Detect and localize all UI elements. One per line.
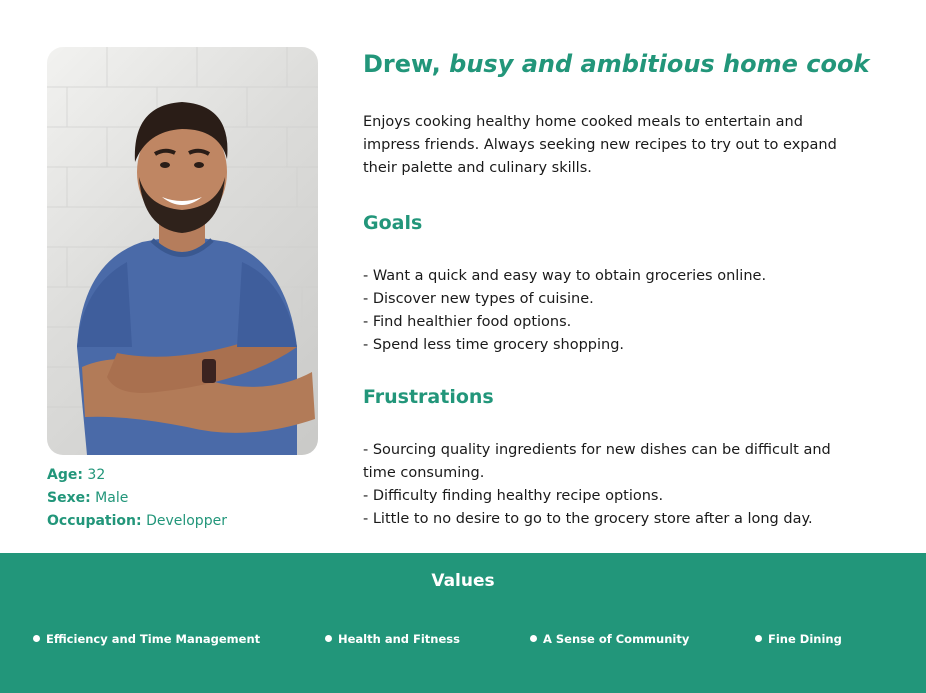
goals-list xyxy=(363,265,863,357)
bullet-icon xyxy=(33,635,40,642)
persona-tagline: busy and ambitious home cook xyxy=(449,50,870,78)
value-item xyxy=(325,632,460,646)
bullet-icon xyxy=(325,635,332,642)
list-item: - Spend less time grocery shopping. xyxy=(363,337,625,353)
list-item: - Little to no desire to go to the grocery store after a long day. xyxy=(363,511,813,527)
bullet-icon xyxy=(755,635,762,642)
value-item xyxy=(755,632,842,646)
value-item xyxy=(530,632,689,646)
value-label: A Sense of Community xyxy=(543,632,690,646)
frustrations-list xyxy=(363,439,863,531)
values-band xyxy=(0,553,926,693)
list-item: - Difficulty finding healthy recipe options. xyxy=(363,488,664,504)
detail-age xyxy=(47,464,227,487)
detail-label: Age: xyxy=(47,467,83,483)
detail-value: 32 xyxy=(87,467,106,483)
persona-title xyxy=(363,46,869,82)
value-label: Fine Dining xyxy=(768,632,842,646)
detail-value: Male xyxy=(95,490,129,506)
detail-value: Developper xyxy=(146,513,227,529)
bullet-icon xyxy=(530,635,537,642)
detail-occupation xyxy=(47,510,227,533)
persona-intro: Enjoys cooking healthy home cooked meals to entertain and impress friends. Always seeking new recipes to try out to expand their palette and culinary skills. xyxy=(363,114,837,176)
value-item xyxy=(33,632,260,646)
detail-label: Sexe: xyxy=(47,490,91,506)
value-label: Efficiency and Time Management xyxy=(46,632,261,646)
persona-photo xyxy=(47,47,318,455)
list-item: - Discover new types of cuisine. xyxy=(363,291,594,307)
list-item: - Find healthier food options. xyxy=(363,314,572,330)
list-item: - Want a quick and easy way to obtain groceries online. xyxy=(363,268,767,284)
persona-details xyxy=(47,464,227,533)
persona-name: Drew, xyxy=(363,50,441,78)
detail-sex xyxy=(47,487,227,510)
value-label: Health and Fitness xyxy=(338,632,460,646)
goals-heading: Goals xyxy=(363,212,423,234)
list-item: - Sourcing quality ingredients for new dishes can be difficult and time consuming. xyxy=(363,442,831,481)
detail-label: Occupation: xyxy=(47,513,142,529)
frustrations-heading: Frustrations xyxy=(363,386,494,408)
values-heading: Values xyxy=(431,571,495,591)
